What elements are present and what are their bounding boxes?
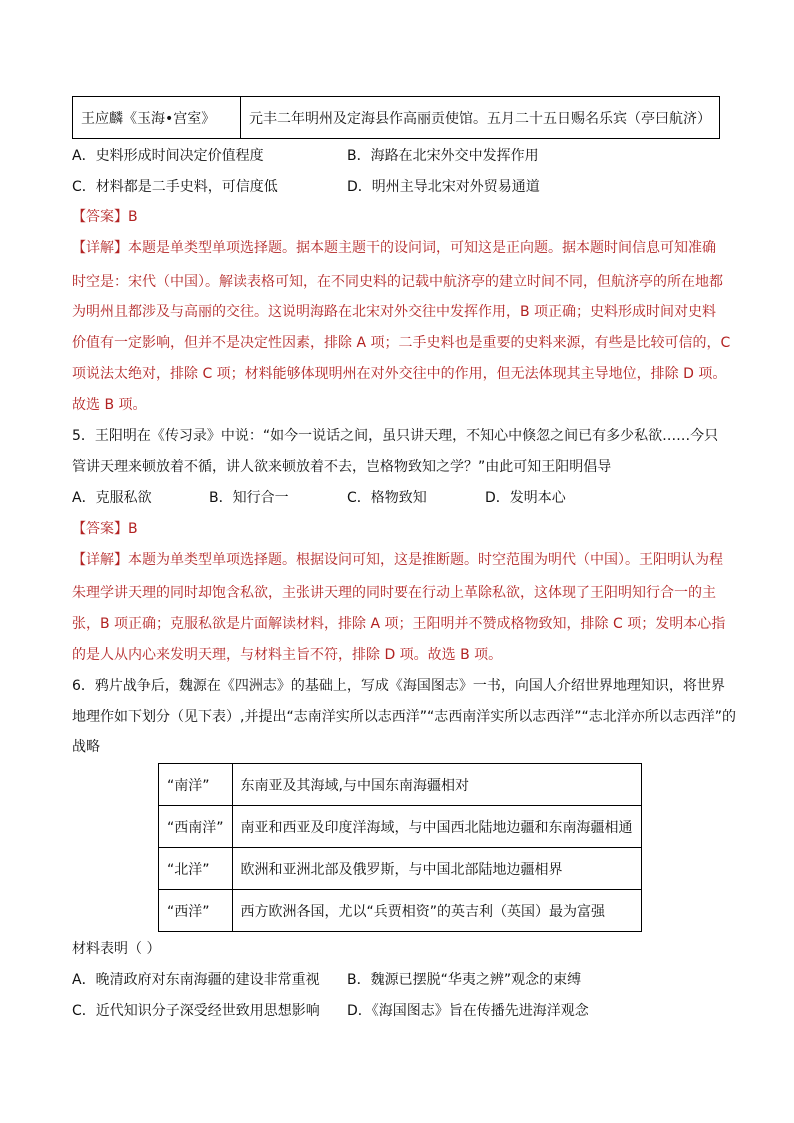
- description-cell: 东南亚及其海域,与中国东南海疆相对: [232, 764, 641, 806]
- table-row: [159, 890, 642, 932]
- answer-value: B: [128, 521, 138, 537]
- q5-option-d: D．发明本心: [485, 490, 566, 506]
- q4-option-b: B．海路在北宋外交中发挥作用: [347, 148, 539, 164]
- q6-option-c: C．近代知识分子深受经世致用思想影响: [72, 1003, 320, 1019]
- q5-detail-line: [72, 550, 723, 570]
- table-row: [159, 764, 642, 806]
- detail-text: 本题为单类型单项选择题。根据设问可知，这是推断题。时空范围为明代（中国）。王阳明认为程: [128, 552, 723, 568]
- source-table: [72, 96, 720, 139]
- q6-option-b: B．魏源已摆脱“华夷之辨”观念的束缚: [347, 972, 582, 988]
- q6-prompt: 材料表明（ ）: [72, 941, 161, 957]
- answer-tag: 【答案】: [72, 521, 128, 537]
- q4-detail-line: 故选 B 项。: [72, 397, 147, 413]
- q6-option-d: D．《海国图志》旨在传播先进海洋观念: [347, 1003, 589, 1019]
- region-cell: “西南洋”: [159, 806, 233, 848]
- description-cell: 西方欧洲各国，尤以“兵贾相资”的英吉利（英国）最为富强: [232, 890, 641, 932]
- detail-tag: 【详解】: [72, 240, 128, 256]
- answer-tag: 【答案】: [72, 209, 128, 225]
- q6-stem-line: 6．鸦片战争后，魏源在《四洲志》的基础上，写成《海国图志》一书，向国人介绍世界地理知识，将世界: [72, 678, 725, 694]
- q6-stem-line: 地理作如下划分（见下表）,并提出“志南洋实所以志西洋”“志西南洋实所以志西洋”“志北洋亦所以志西洋”的: [72, 709, 736, 725]
- description-cell: 南亚和西亚及印度洋海域，与中国西北陆地边疆和东南海疆相通: [232, 806, 641, 848]
- q4-detail-line: 为明州且都涉及与高丽的交往。这说明海路在北宋对外交往中发挥作用，B 项正确；史料形成时间对史料: [72, 304, 717, 320]
- detail-tag: 【详解】: [72, 552, 128, 568]
- q5-detail-line: 朱理学讲天理的同时却饱含私欲，主张讲天理的同时要在行动上革除私欲，这体现了王阳明知行合一的主: [72, 585, 716, 601]
- q4-detail-line: 价值有一定影响，但并不是决定性因素，排除 A 项；二手史料也是重要的史料来源，有些是比较可信的，C: [72, 335, 731, 351]
- q6-option-a: A．晚清政府对东南海疆的建设非常重视: [72, 972, 320, 988]
- description-cell: 欧洲和亚洲北部及俄罗斯，与中国北部陆地边疆相界: [232, 848, 641, 890]
- q6-stem-line: 战略: [72, 739, 100, 755]
- region-cell: “西洋”: [159, 890, 233, 932]
- answer-value: B: [128, 209, 138, 225]
- q4-detail-line: 项说法太绝对，排除 C 项；材料能够体现明州在对外交往中的作用，但无法体现其主导地位，排除 D 项。: [72, 366, 727, 382]
- q4-option-c: C．材料都是二手史料，可信度低: [72, 179, 278, 195]
- region-cell: “北洋”: [159, 848, 233, 890]
- q4-option-d: D．明州主导北宋对外贸易通道: [347, 179, 540, 195]
- region-cell: “南洋”: [159, 764, 233, 806]
- q5-option-a: A．克服私欲: [72, 490, 152, 506]
- q5-detail-line: 张，B 项正确；克服私欲是片面解读材料，排除 A 项；王阳明并不赞成格物致知，排除 C 项；发明本心指: [72, 616, 726, 632]
- q5-answer: [72, 519, 138, 539]
- table-row: [159, 848, 642, 890]
- q5-option-c: C．格物致知: [347, 490, 427, 506]
- detail-text: 本题是单类型单项选择题。据本题主题干的设问词，可知这是正向题。据本题时间信息可知准确: [128, 240, 716, 256]
- q4-answer: [72, 207, 138, 227]
- q5-stem-line: 5．王阳明在《传习录》中说：“如今一说话之间，虽只讲天理，不知心中倏忽之间已有多少私欲……今只: [72, 428, 719, 444]
- q4-detail-line: 时空是：宋代（中国）。解读表格可知，在不同史料的记载中航济亭的建立时间不同，但航济亭的所在地都: [72, 274, 723, 290]
- q4-detail-line: [72, 238, 716, 258]
- q5-detail-line: 的是人从内心来发明天理，与材料主旨不符，排除 D 项。故选 B 项。: [72, 647, 503, 663]
- q5-stem-line: 管讲天理来顿放着不循，讲人欲来顿放着不去，岂格物致知之学？”由此可知王阳明倡导: [72, 459, 612, 475]
- table-row: [73, 97, 720, 139]
- ocean-division-table: [158, 763, 642, 932]
- table-cell-source: 王应麟《玉海•宫室》: [73, 97, 241, 139]
- table-row: [159, 806, 642, 848]
- q4-option-a: A．史料形成时间决定价值程度: [72, 148, 264, 164]
- table-cell-content: 元丰二年明州及定海县作高丽贡使馆。五月二十五日赐名乐宾（亭曰航济）: [241, 97, 720, 139]
- q5-option-b: B．知行合一: [209, 490, 289, 506]
